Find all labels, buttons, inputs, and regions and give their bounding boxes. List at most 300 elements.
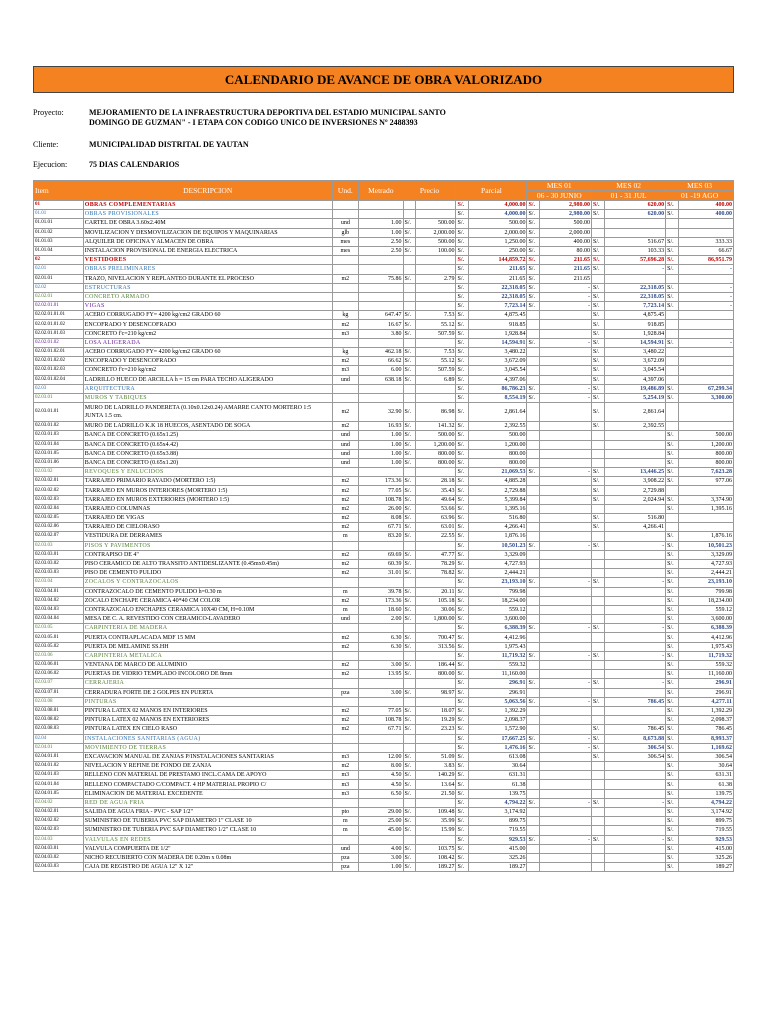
- mes2-currency: S/.: [592, 541, 605, 550]
- parcial-currency: S/.: [456, 697, 469, 706]
- mes1-currency: [527, 670, 540, 679]
- price: 6.89: [416, 375, 456, 384]
- item-code: 02.02.01.02.03: [34, 366, 84, 375]
- mes2-value: 2,024.94: [604, 495, 665, 504]
- parcial-currency: S/.: [456, 716, 469, 725]
- price: [416, 734, 456, 743]
- mes2-value: [604, 596, 665, 605]
- metrado: 4.50: [359, 771, 403, 780]
- mes2-currency: [592, 532, 605, 541]
- price: [416, 468, 456, 477]
- metrado: [359, 835, 403, 844]
- parcial-currency: S/.: [456, 844, 469, 853]
- description: MURO DE LADRILLO PANDERETA (0.10x0.12x0.24) AMARRE CANTO MORTERO 1:5 JUNTA 1.5 cm.: [83, 403, 332, 422]
- unit: glb: [332, 228, 358, 237]
- price-currency: S/.: [403, 357, 416, 366]
- metrado: 75.86: [359, 274, 403, 283]
- mes3-value: 1,876.16: [678, 532, 733, 541]
- item-code: 02.03.03.02: [34, 559, 84, 568]
- mes2-currency: S/.: [592, 578, 605, 587]
- mes2-value: 1,928.84: [604, 329, 665, 338]
- parcial: 211.65: [469, 265, 527, 274]
- unit: [332, 743, 358, 752]
- mes2-currency: S/.: [592, 835, 605, 844]
- price-currency: S/.: [403, 219, 416, 228]
- mes1-value: [540, 771, 592, 780]
- parcial-currency: S/.: [456, 210, 469, 219]
- mes3-currency: S/.: [666, 642, 679, 651]
- mes3-value: [678, 274, 733, 283]
- item-code: 02.02.01.02.04: [34, 375, 84, 384]
- price: 2.79: [416, 274, 456, 283]
- unit: m2: [332, 725, 358, 734]
- parcial: 1,250.00: [469, 237, 527, 246]
- parcial-currency: S/.: [456, 762, 469, 771]
- mes1-value: [540, 863, 592, 872]
- mes2-value: 22,318.05: [604, 283, 665, 292]
- metrado: 4.00: [359, 844, 403, 853]
- table-row: [34, 384, 734, 393]
- mes1-currency: [527, 633, 540, 642]
- metrado: 647.47: [359, 311, 403, 320]
- price-currency: [403, 384, 416, 393]
- parcial-currency: S/.: [456, 780, 469, 789]
- mes1-currency: [527, 863, 540, 872]
- unit: [332, 578, 358, 587]
- unit: und: [332, 615, 358, 624]
- unit: [332, 624, 358, 633]
- unit: [332, 734, 358, 743]
- mes2-currency: S/.: [592, 292, 605, 301]
- parcial: 4,266.41: [469, 523, 527, 532]
- description: NIVELACION Y REFINE DE FONDO DE ZANJA: [83, 762, 332, 771]
- mes2-currency: S/.: [592, 302, 605, 311]
- parcial: 631.31: [469, 771, 527, 780]
- unit: m3: [332, 789, 358, 798]
- parcial-currency: S/.: [456, 624, 469, 633]
- metrado: [359, 283, 403, 292]
- table-row: [34, 274, 734, 283]
- metrado: 39.78: [359, 587, 403, 596]
- mes3-value: 899.75: [678, 817, 733, 826]
- mes3-value: -: [678, 302, 733, 311]
- price-currency: S/.: [403, 615, 416, 624]
- mes2-currency: S/.: [592, 384, 605, 393]
- metrado: [359, 798, 403, 807]
- item-code: 02.03.04.04: [34, 615, 84, 624]
- cliente-value: MUNICIPALIDAD DISTRITAL DE YAUTAN: [89, 140, 249, 149]
- table-row: [34, 743, 734, 752]
- parcial-currency: S/.: [456, 863, 469, 872]
- mes1-currency: S/.: [527, 219, 540, 228]
- metrado: 108.78: [359, 716, 403, 725]
- price: [416, 384, 456, 393]
- metrado: [359, 210, 403, 219]
- description: INSTALACIONES SANITARIAS (AGUA): [83, 734, 332, 743]
- item-code: 02.02.01.02.01: [34, 348, 84, 357]
- parcial: 23,193.10: [469, 578, 527, 587]
- metrado: 29.00: [359, 808, 403, 817]
- mes1-value: [540, 688, 592, 697]
- table-row: [34, 338, 734, 347]
- price: [416, 697, 456, 706]
- unit: und: [332, 431, 358, 440]
- mes1-value: [540, 366, 592, 375]
- mes3-value: 3,600.00: [678, 615, 733, 624]
- mes2-value: 19,486.89: [604, 384, 665, 393]
- metrado: 1.00: [359, 431, 403, 440]
- table-row: [34, 256, 734, 265]
- mes3-value: 559.32: [678, 661, 733, 670]
- mes3-currency: S/.: [666, 468, 679, 477]
- metrado: 3.00: [359, 853, 403, 862]
- mes3-value: [678, 375, 733, 384]
- mes1-currency: [527, 642, 540, 651]
- table-row: [34, 835, 734, 844]
- unit: [332, 541, 358, 550]
- parcial: 3,045.54: [469, 366, 527, 375]
- item-code: 02.03.01.06: [34, 458, 84, 467]
- mes2-currency: [592, 449, 605, 458]
- header-mes1: MES 01: [527, 181, 592, 191]
- price-currency: S/.: [403, 246, 416, 255]
- table-row: [34, 541, 734, 550]
- mes3-currency: S/.: [666, 384, 679, 393]
- price-currency: [403, 292, 416, 301]
- parcial-currency: S/.: [456, 302, 469, 311]
- mes1-currency: S/.: [527, 578, 540, 587]
- item-code: 02.02: [34, 283, 84, 292]
- parcial-currency: S/.: [456, 670, 469, 679]
- item-code: 02.04.01.04: [34, 780, 84, 789]
- price: [416, 201, 456, 210]
- unit: m: [332, 532, 358, 541]
- mes2-value: [604, 559, 665, 568]
- metrado: [359, 468, 403, 477]
- mes2-value: [604, 670, 665, 679]
- item-code: 02.04.03.03: [34, 863, 84, 872]
- parcial: 4,727.93: [469, 559, 527, 568]
- price: 186.44: [416, 661, 456, 670]
- mes1-value: 211.65: [540, 274, 592, 283]
- description: CONTRAZOCALO ENCHAPES CERAMICA 10X40 CM, H=0.10M: [83, 605, 332, 614]
- mes1-value: [540, 403, 592, 422]
- mes3-currency: S/.: [666, 633, 679, 642]
- parcial-currency: S/.: [456, 550, 469, 559]
- price-currency: [403, 283, 416, 292]
- metrado: 462.18: [359, 348, 403, 357]
- item-code: 02.02.01: [34, 292, 84, 301]
- table-row: [34, 449, 734, 458]
- mes2-currency: [592, 853, 605, 862]
- parcial-currency: S/.: [456, 661, 469, 670]
- mes2-currency: S/.: [592, 651, 605, 660]
- mes2-value: [604, 274, 665, 283]
- metrado: [359, 201, 403, 210]
- mes2-value: -: [604, 265, 665, 274]
- parcial-currency: S/.: [456, 578, 469, 587]
- mes3-value: [678, 228, 733, 237]
- metrado: [359, 292, 403, 301]
- parcial-currency: S/.: [456, 403, 469, 422]
- item-code: 02.03.04.01: [34, 587, 84, 596]
- mes2-value: 306.54: [604, 743, 665, 752]
- parcial-currency: S/.: [456, 504, 469, 513]
- unit: pza: [332, 863, 358, 872]
- description: PISOS Y PAVIMENTOS: [83, 541, 332, 550]
- price: [416, 292, 456, 301]
- price-currency: [403, 338, 416, 347]
- parcial: 17,667.25: [469, 734, 527, 743]
- mes3-value: 719.55: [678, 826, 733, 835]
- description: OBRAS PROVISIONALES: [83, 210, 332, 219]
- mes1-value: [540, 320, 592, 329]
- price: [416, 302, 456, 311]
- price-currency: S/.: [403, 569, 416, 578]
- parcial-currency: S/.: [456, 393, 469, 402]
- parcial-currency: S/.: [456, 853, 469, 862]
- mes3-value: 18,234.00: [678, 596, 733, 605]
- metrado: 31.01: [359, 569, 403, 578]
- parcial: 559.32: [469, 661, 527, 670]
- mes3-currency: S/.: [666, 578, 679, 587]
- parcial-currency: S/.: [456, 605, 469, 614]
- mes3-value: 30.64: [678, 762, 733, 771]
- parcial: 2,729.88: [469, 486, 527, 495]
- description: VENTANA DE MARCO DE ALUMINIO: [83, 661, 332, 670]
- mes3-value: 23,193.10: [678, 578, 733, 587]
- table-row: [34, 504, 734, 513]
- mes3-value: [678, 357, 733, 366]
- price-currency: S/.: [403, 320, 416, 329]
- unit: m2: [332, 403, 358, 422]
- parcial-currency: S/.: [456, 826, 469, 835]
- item-code: 02.02.01.01.03: [34, 329, 84, 338]
- price: [416, 624, 456, 633]
- price-currency: S/.: [403, 596, 416, 605]
- mes1-value: [540, 375, 592, 384]
- description: CERRAJERIA: [83, 679, 332, 688]
- mes1-value: 2,980.00: [540, 210, 592, 219]
- mes1-currency: S/.: [527, 393, 540, 402]
- description: CARPINTERIA DE MADERA: [83, 624, 332, 633]
- unit: mes: [332, 246, 358, 255]
- mes2-currency: S/.: [592, 679, 605, 688]
- mes3-value: 3,174.92: [678, 808, 733, 817]
- item-code: 02.03.07.01: [34, 688, 84, 697]
- parcial: 21,069.53: [469, 468, 527, 477]
- unit: m2: [332, 486, 358, 495]
- price-currency: S/.: [403, 504, 416, 513]
- table-row: [34, 789, 734, 798]
- mes2-value: 3,908.22: [604, 477, 665, 486]
- item-code: 02.03.03.03: [34, 569, 84, 578]
- mes2-currency: S/.: [592, 329, 605, 338]
- description: BANCA DE CONCRETO (0.65x3.88): [83, 449, 332, 458]
- parcial: 18,234.00: [469, 596, 527, 605]
- parcial-currency: S/.: [456, 246, 469, 255]
- mes1-currency: [527, 431, 540, 440]
- proyecto-label: Proyecto:: [33, 108, 64, 117]
- mes2-value: [604, 817, 665, 826]
- mes3-value: [678, 348, 733, 357]
- header-parcial: Parcial: [456, 181, 527, 201]
- description: OBRAS COMPLEMENTARIAS: [83, 201, 332, 210]
- item-code: 02.03.06: [34, 651, 84, 660]
- mes3-currency: S/.: [666, 292, 679, 301]
- mes2-currency: [592, 661, 605, 670]
- mes1-currency: [527, 596, 540, 605]
- metrado: 26.00: [359, 504, 403, 513]
- item-code: 02.03.01: [34, 393, 84, 402]
- item-code: 02.03.01.04: [34, 440, 84, 449]
- price-currency: S/.: [403, 375, 416, 384]
- mes3-value: 66.67: [678, 246, 733, 255]
- mes3-value: 6,388.39: [678, 624, 733, 633]
- mes1-currency: [527, 844, 540, 853]
- mes3-value: 400.00: [678, 210, 733, 219]
- item-code: 02.03.02: [34, 468, 84, 477]
- mes1-currency: S/.: [527, 651, 540, 660]
- mes3-value: 1,392.29: [678, 706, 733, 715]
- metrado: 83.20: [359, 532, 403, 541]
- parcial-currency: S/.: [456, 458, 469, 467]
- metrado: [359, 743, 403, 752]
- mes1-currency: S/.: [527, 798, 540, 807]
- mes1-currency: S/.: [527, 697, 540, 706]
- unit: [332, 384, 358, 393]
- description: ENCOFRADO Y DESENCOFRADO: [83, 357, 332, 366]
- parcial: 139.75: [469, 789, 527, 798]
- description: PUERTA DE MELAMINE SS.HH: [83, 642, 332, 651]
- mes1-value: [540, 706, 592, 715]
- price-currency: S/.: [403, 514, 416, 523]
- mes2-value: 918.85: [604, 320, 665, 329]
- mes1-currency: S/.: [527, 292, 540, 301]
- table-row: [34, 283, 734, 292]
- item-code: 02.04.01.05: [34, 789, 84, 798]
- mes1-value: [540, 853, 592, 862]
- item-code: 02: [34, 256, 84, 265]
- metrado: 6.50: [359, 789, 403, 798]
- table-row: [34, 440, 734, 449]
- description: ZOCALO ENCHAPE CERAMICA 40*40 CM COLOR: [83, 596, 332, 605]
- mes3-value: 1,975.43: [678, 642, 733, 651]
- description: MUROS Y TABIQUES: [83, 393, 332, 402]
- header-mes1-dates: 06 - 30 JUNIO: [527, 191, 592, 201]
- table-row: [34, 477, 734, 486]
- mes2-value: 2,729.88: [604, 486, 665, 495]
- price: 20.11: [416, 587, 456, 596]
- price: 78.82: [416, 569, 456, 578]
- price-currency: S/.: [403, 403, 416, 422]
- parcial-currency: S/.: [456, 256, 469, 265]
- price-currency: S/.: [403, 808, 416, 817]
- unit: m2: [332, 633, 358, 642]
- mes2-currency: [592, 504, 605, 513]
- mes3-currency: S/.: [666, 716, 679, 725]
- mes2-currency: [592, 789, 605, 798]
- mes3-value: [678, 422, 733, 431]
- unit: [332, 338, 358, 347]
- mes2-currency: S/.: [592, 523, 605, 532]
- item-code: 01.01: [34, 210, 84, 219]
- mes1-value: -: [540, 624, 592, 633]
- mes2-currency: S/.: [592, 624, 605, 633]
- mes3-currency: S/.: [666, 458, 679, 467]
- metrado: 8.08: [359, 514, 403, 523]
- mes1-value: [540, 495, 592, 504]
- item-code: 02.03.01.02: [34, 422, 84, 431]
- mes3-value: 86,951.79: [678, 256, 733, 265]
- mes2-value: [604, 431, 665, 440]
- mes2-value: [604, 706, 665, 715]
- description: MOVILIZACION Y DESMOVILIZACION DE EQUIPOS Y MAQUINARIAS: [83, 228, 332, 237]
- header-metrado: Metrado: [359, 181, 403, 201]
- parcial: 799.98: [469, 587, 527, 596]
- price: 22.55: [416, 532, 456, 541]
- description: TARRAJEO DE VIGAS: [83, 514, 332, 523]
- item-code: 02.03.02.05: [34, 514, 84, 523]
- table-row: [34, 725, 734, 734]
- mes3-currency: S/.: [666, 863, 679, 872]
- item-code: 02.04.01.01: [34, 752, 84, 761]
- table-row: [34, 265, 734, 274]
- metrado: [359, 384, 403, 393]
- unit: m2: [332, 670, 358, 679]
- mes3-value: [678, 320, 733, 329]
- parcial-currency: S/.: [456, 789, 469, 798]
- mes1-value: [540, 422, 592, 431]
- parcial-currency: S/.: [456, 338, 469, 347]
- table-row: [34, 688, 734, 697]
- description: TRAZO, NIVELACION Y REPLANTEO DURANTE EL PROCESO: [83, 274, 332, 283]
- description: SUMINISTRO DE TUBERIA PVC SAP DIAMETRO 1" CLASE 10: [83, 817, 332, 826]
- item-code: 02.01.01: [34, 274, 84, 283]
- parcial: 1,928.84: [469, 329, 527, 338]
- parcial-currency: S/.: [456, 292, 469, 301]
- mes1-value: [540, 661, 592, 670]
- unit: [332, 292, 358, 301]
- price: 313.56: [416, 642, 456, 651]
- parcial-currency: S/.: [456, 431, 469, 440]
- parcial-currency: S/.: [456, 440, 469, 449]
- mes1-value: [540, 514, 592, 523]
- price-currency: S/.: [403, 550, 416, 559]
- parcial: 3,600.00: [469, 615, 527, 624]
- unit: pza: [332, 853, 358, 862]
- metrado: [359, 624, 403, 633]
- schedule-table: [33, 180, 734, 872]
- item-code: 02.03.05.01: [34, 633, 84, 642]
- mes3-value: 296.91: [678, 688, 733, 697]
- metrado: 173.36: [359, 477, 403, 486]
- price: 507.59: [416, 329, 456, 338]
- item-code: 01.01.03: [34, 237, 84, 246]
- price: 507.59: [416, 366, 456, 375]
- description: LOSA ALIGERADA: [83, 338, 332, 347]
- mes3-value: [678, 366, 733, 375]
- mes3-currency: [666, 514, 679, 523]
- mes2-currency: [592, 431, 605, 440]
- mes2-value: 103.33: [604, 246, 665, 255]
- description: CONTRAPISO DE 4": [83, 550, 332, 559]
- mes3-value: 2,444.21: [678, 569, 733, 578]
- price: 98.97: [416, 688, 456, 697]
- unit: m2: [332, 320, 358, 329]
- price: 23.23: [416, 725, 456, 734]
- mes1-value: -: [540, 578, 592, 587]
